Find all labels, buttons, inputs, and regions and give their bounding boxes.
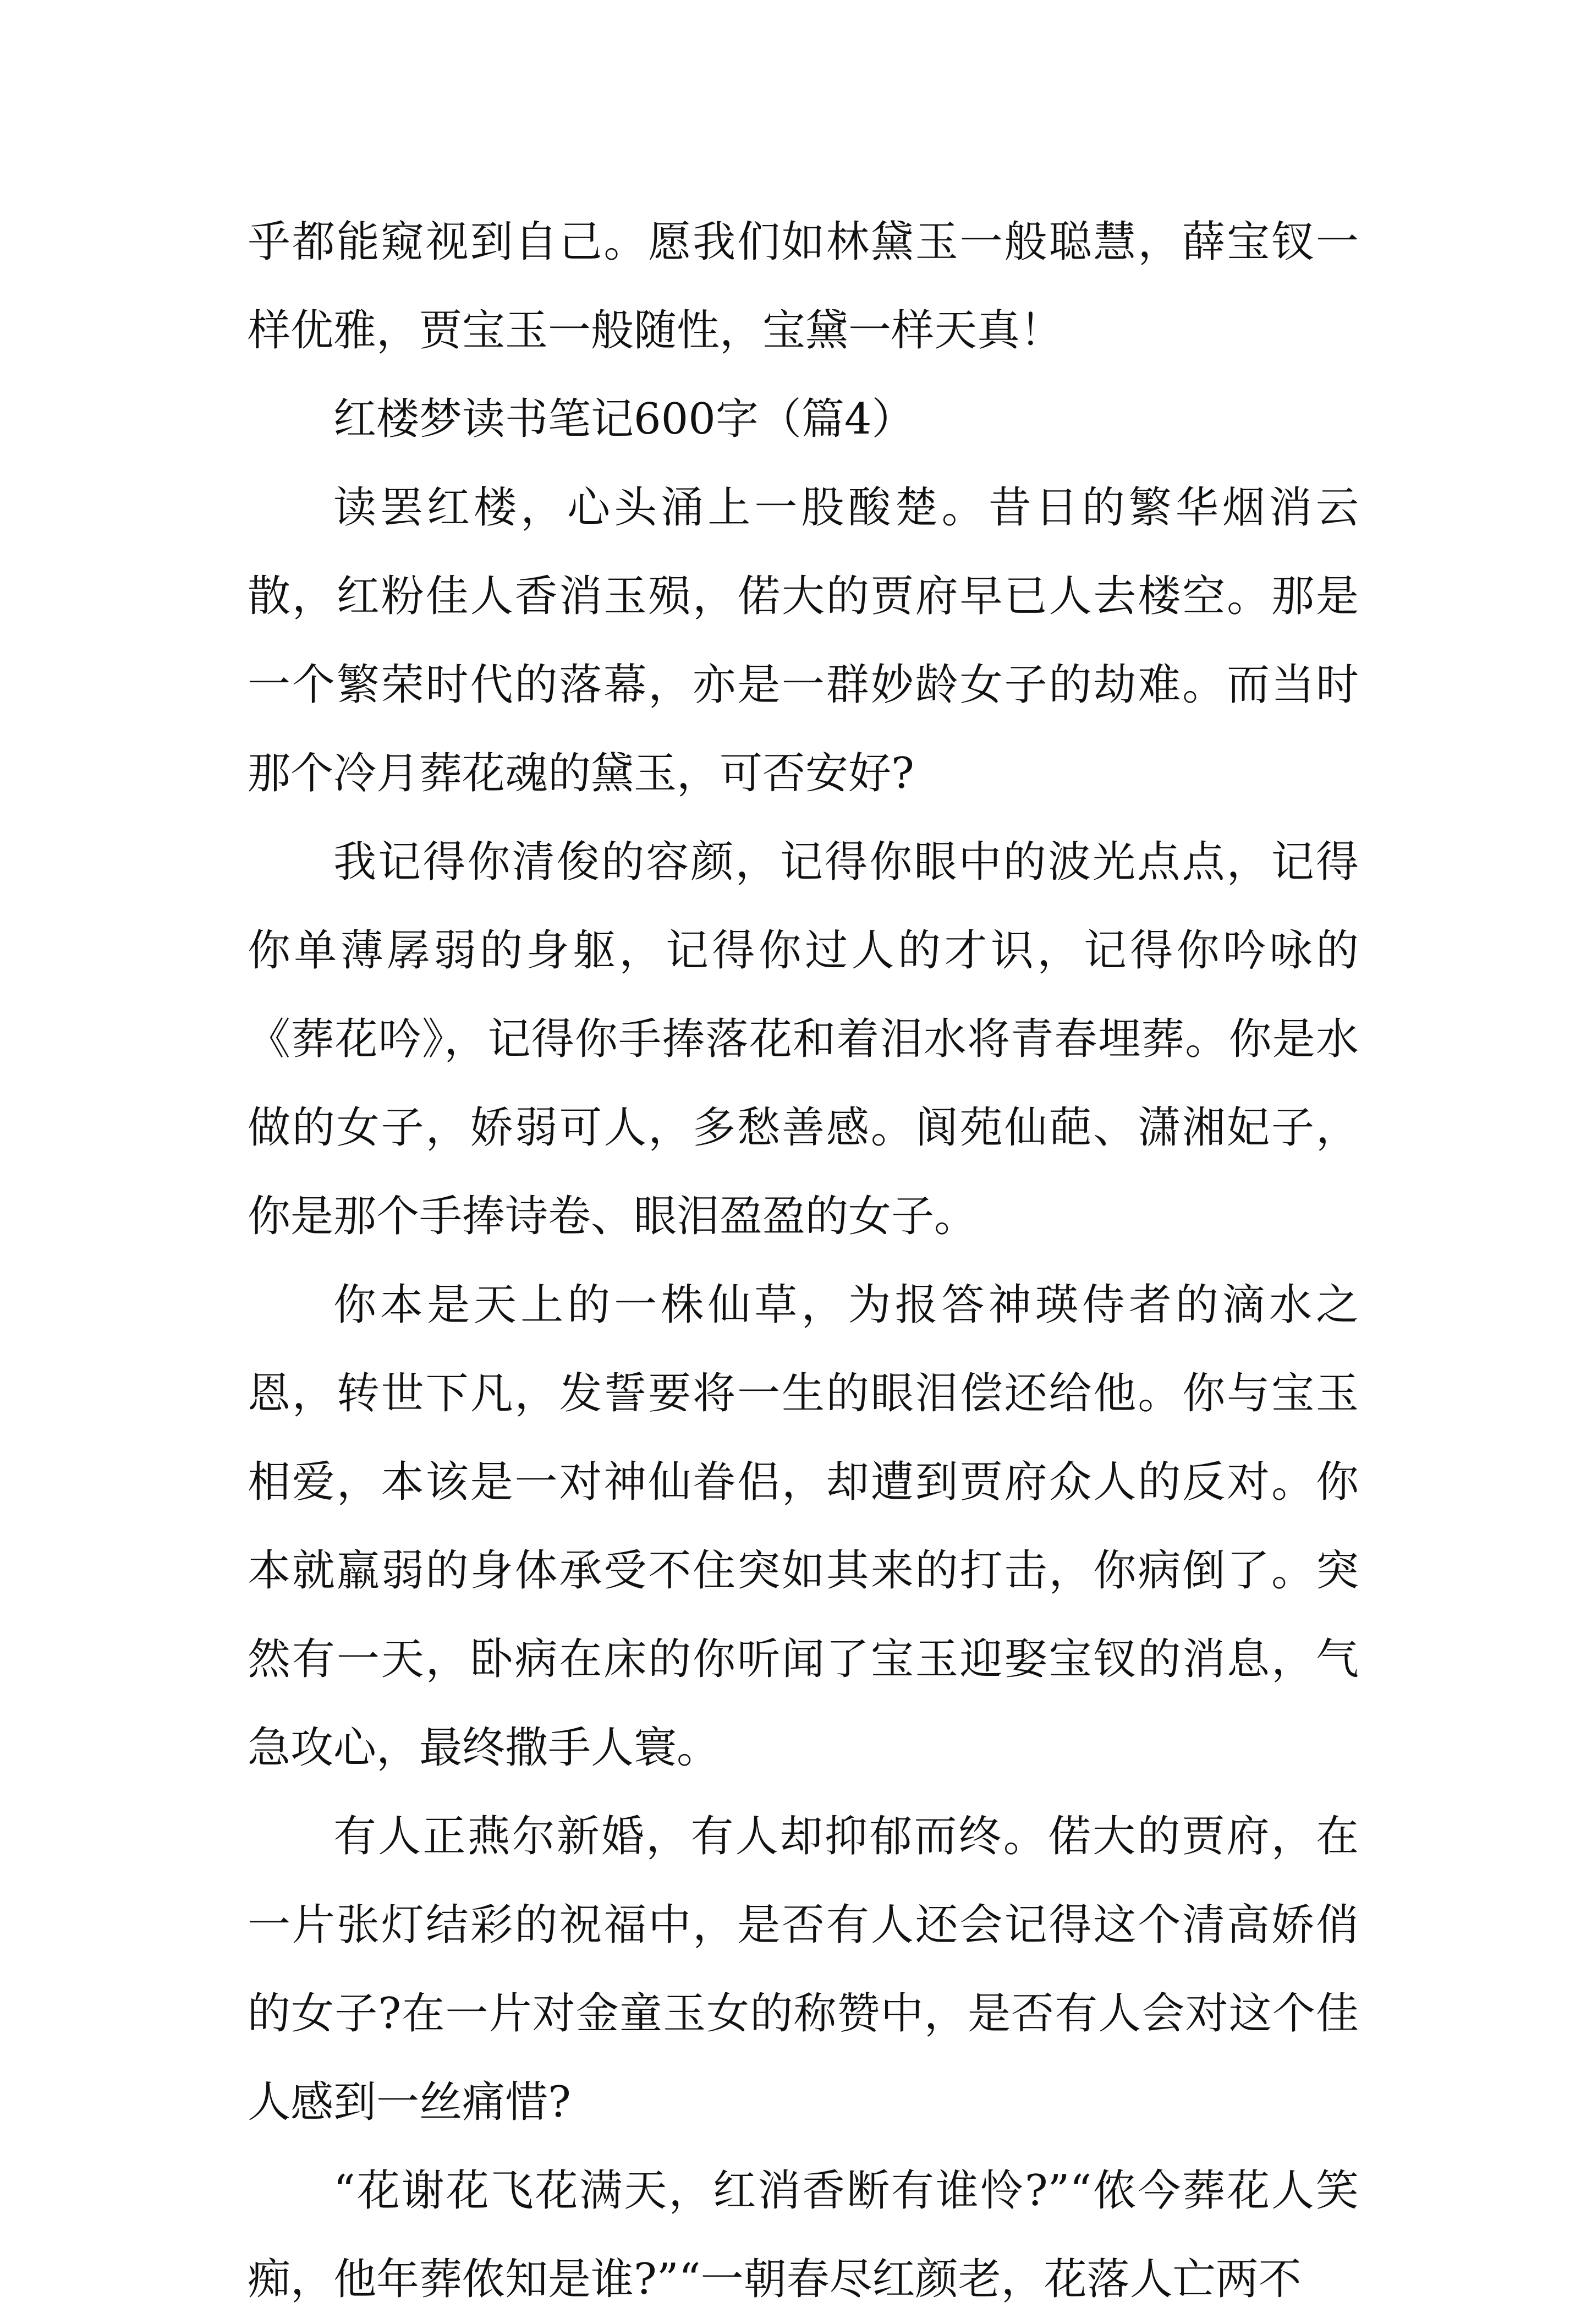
paragraph-continuation: 乎都能窥视到自己。愿我们如林黛玉一般聪慧，薛宝钗一样优雅，贾宝玉一般随性，宝黛一样天真！ xyxy=(248,217,1359,355)
section-heading: 红楼梦读书笔记600字（篇4） xyxy=(333,394,915,444)
document-body xyxy=(248,198,1359,2324)
paragraph: 我记得你清俊的容颜，记得你眼中的波光点点，记得你单薄孱弱的身躯，记得你过人的才识，记得你吟咏的《葬花吟》，记得你手捧落花和着泪水将青春埋葬。你是水做的女子，娇弱可人，多愁善感。阆苑仙葩、潇湘妃子，你是那个手捧诗卷、眼泪盈盈的女子。 xyxy=(248,837,1359,1241)
paragraph: 有人正燕尔新婚，有人却抑郁而终。偌大的贾府，在一片张灯结彩的祝福中，是否有人还会记得这个清高娇俏的女子?在一片对金童玉女的称赞中，是否有人会对这个佳人感到一丝痛惜? xyxy=(248,1812,1359,2127)
paragraph: 读罢红楼，心头涌上一股酸楚。昔日的繁华烟消云散，红粉佳人香消玉殒，偌大的贾府早已人去楼空。那是一个繁荣时代的落幕，亦是一群妙龄女子的劫难。而当时那个冷月葬花魂的黛玉，可否安好? xyxy=(248,483,1359,798)
paragraph: 你本是天上的一株仙草，为报答神瑛侍者的滴水之恩，转世下凡，发誓要将一生的眼泪偿还给他。你与宝玉相爱，本该是一对神仙眷侣，却遭到贾府众人的反对。你本就羸弱的身体承受不住突如其来的打击，你病倒了。突然有一天，卧病在床的你听闻了宝玉迎娶宝钗的消息，气急攻心，最终撒手人寰。 xyxy=(248,1280,1359,1773)
paragraph-quotes: “花谢花飞花满天，红消香断有谁怜?”“侬今葬花人笑痴，他年葬侬知是谁?”“一朝春尽红颜老，花落人亡两不 xyxy=(248,2166,1359,2304)
